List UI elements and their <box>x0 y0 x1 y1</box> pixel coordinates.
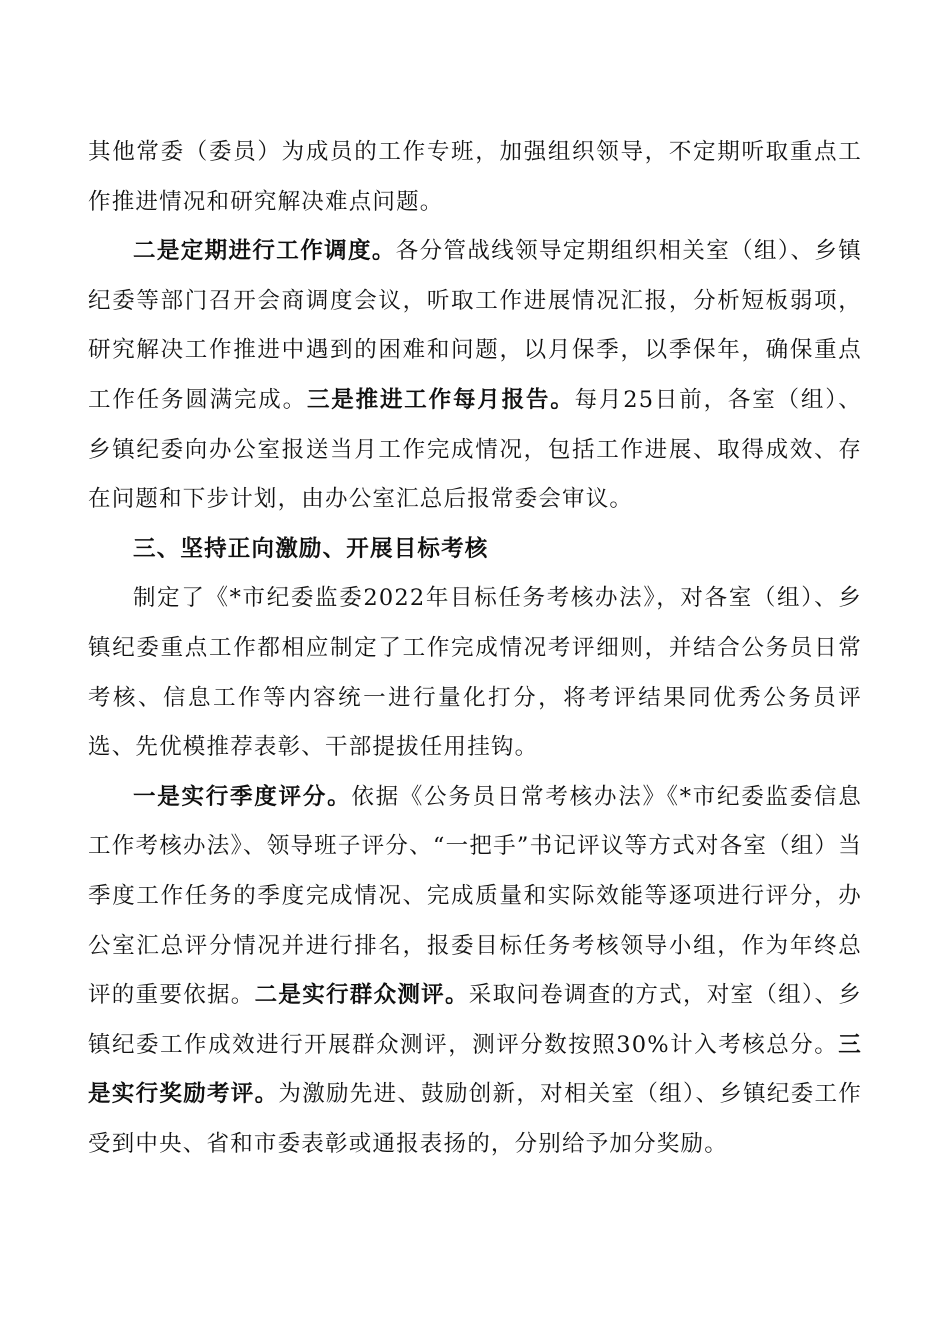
bold-lead-public: 二是实行群众测评。 <box>254 982 469 1009</box>
paragraph-text-scheduling: 各分管战线领导定期组织相关室（组）、乡镇纪委等部门召开会商调度会议，听取工作进展情况汇报，分析短板弱项，研究解决工作推进中遇到的困难和问题，以月保季，以季保年，确保重点工作任务圆满完成。 <box>88 238 862 413</box>
paragraph-work-scheduling <box>88 227 862 525</box>
paragraph-continuation: 其他常委（委员）为成员的工作专班，加强组织领导，不定期听取重点工作推进情况和研究解决难点问题。 <box>88 139 862 215</box>
bold-lead-scheduling: 二是定期进行工作调度。 <box>133 238 396 265</box>
paragraph-text-public: 采取问卷调查的方式，对室（组）、乡镇纪委工作成效进行开展群众测评，测评分数按照30%计入考核总分。 <box>88 982 862 1058</box>
paragraph-assessment-method: 制定了《*市纪委监委2022年目标任务考核办法》，对各室（组）、乡镇纪委重点工作都相应制定了工作完成情况考评细则，并结合公务员日常考核、信息工作等内容统一进行量化打分，将考评结果同优秀公务员评选、先优模推荐表彰、干部提拔任用挂钩。 <box>88 585 862 761</box>
section-heading-3: 三、坚持正向激励、开展目标考核 <box>133 535 489 562</box>
document-body <box>88 128 862 1169</box>
bold-lead-monthly-report: 三是推进工作每月报告。 <box>306 386 575 413</box>
bold-lead-quarterly: 一是实行季度评分。 <box>133 783 352 810</box>
paragraph-text-quarterly: 依据《公务员日常考核办法》《*市纪委监委信息工作考核办法》、领导班子评分、“一把手”书记评议等方式对各室（组）当季度工作任务的季度完成情况、完成质量和实际效能等逐项进行评分，办公室汇总评分情况并进行排名，报委目标任务考核领导小组，作为年终总评的重要依据。 <box>88 783 862 1009</box>
paragraph-evaluation <box>88 773 862 1170</box>
bold-lead-reward: 三是实行奖励考评。 <box>88 1031 862 1108</box>
paragraph-text-monthly-report: 每月25日前，各室（组）、乡镇纪委向办公室报送当月工作完成情况，包括工作进展、取得成效、存在问题和下步计划，由办公室汇总后报常委会审议。 <box>88 386 862 513</box>
paragraph-text-reward: 为激励先进、鼓励创新，对相关室（组）、乡镇纪委工作受到中央、省和市委表彰或通报表扬的，分别给予加分奖励。 <box>88 1081 862 1157</box>
